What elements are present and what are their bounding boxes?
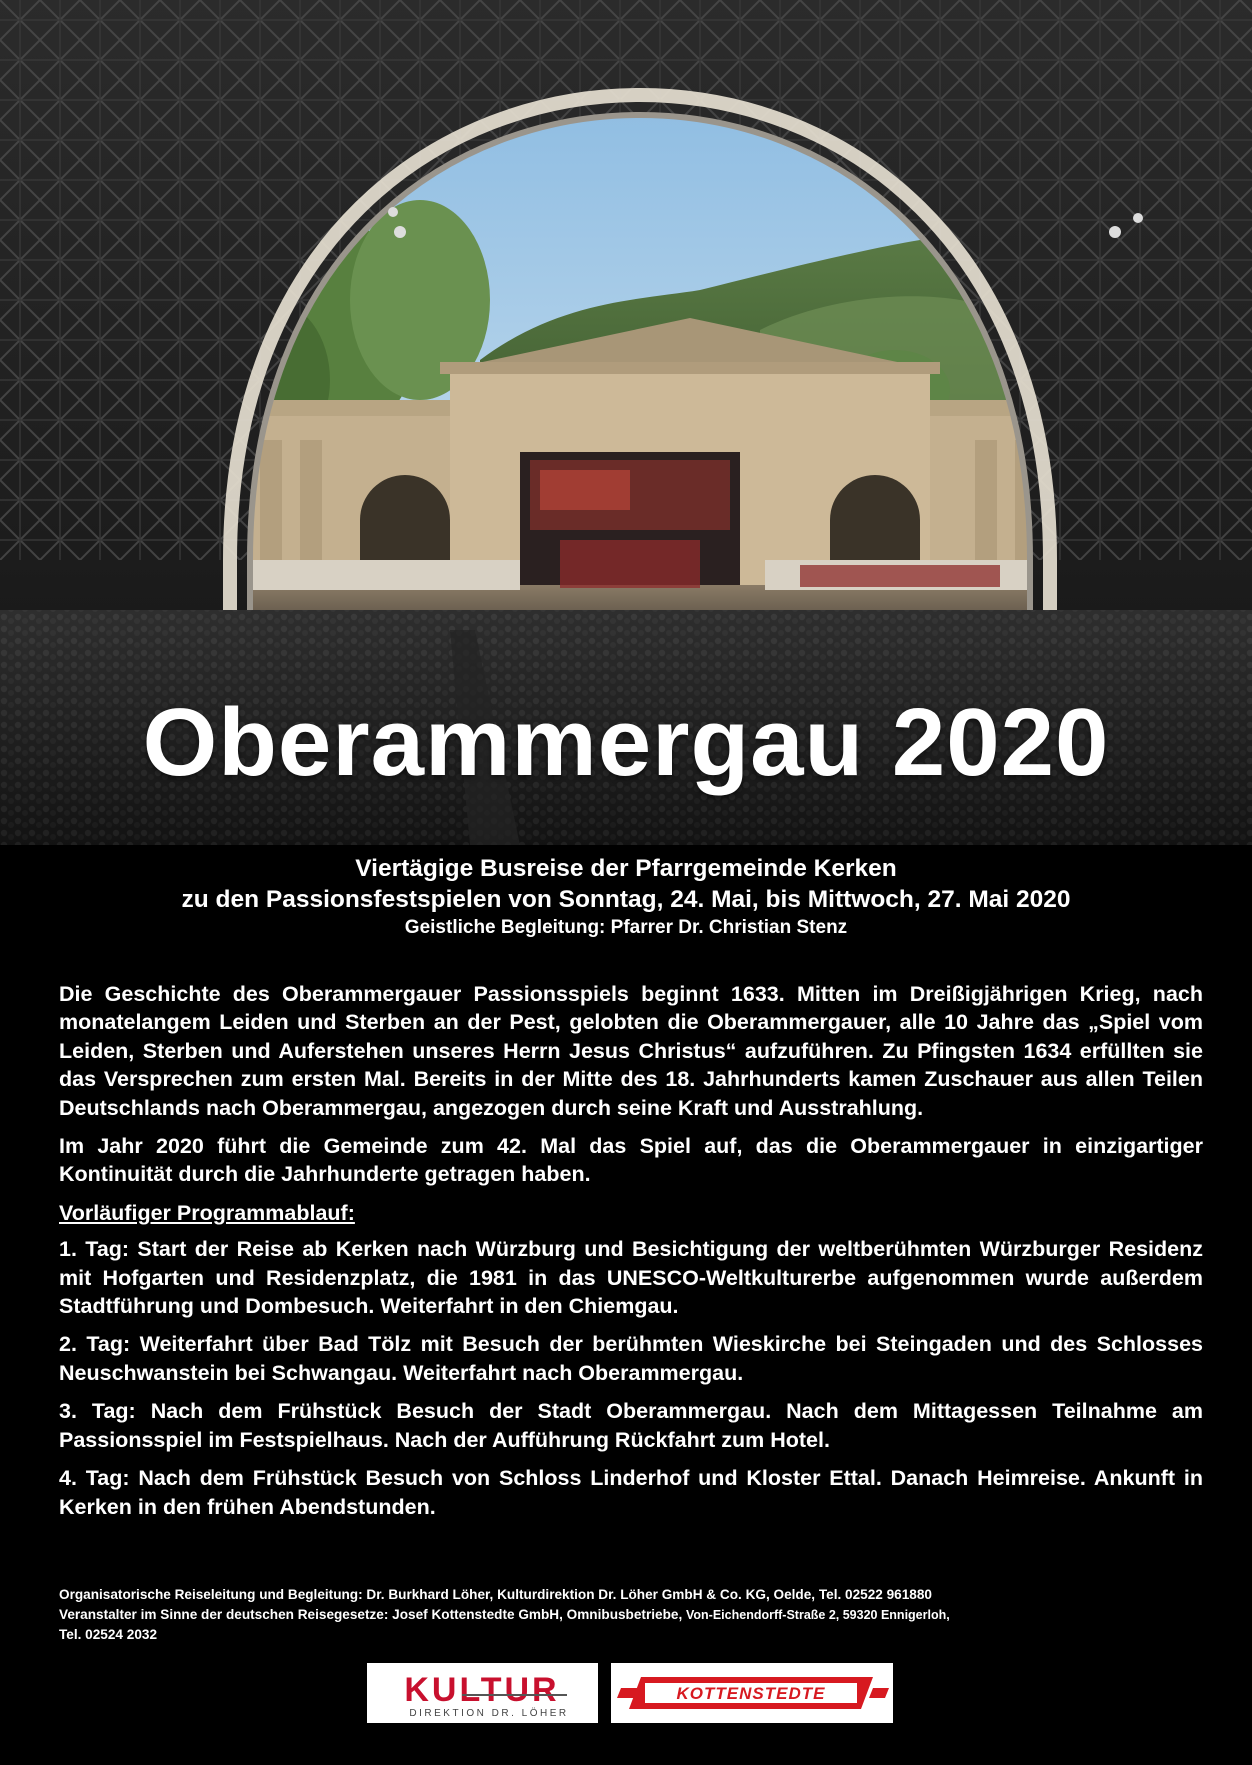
operator-name: Veranstalter im Sinne der deutschen Reisegesetze: Josef Kottenstedte GmbH, Omnibusbetriebe, — [59, 1606, 686, 1622]
body-text — [59, 980, 1203, 1531]
trip-headline: Viertägige Busreise der Pfarrgemeinde Kerken — [355, 855, 897, 882]
kottenstedte-logo-graphic — [611, 1663, 893, 1723]
spiritual-guide: Geistliche Begleitung: Pfarrer Dr. Christian Stenz — [404, 917, 848, 938]
program-day-1: 1. Tag: Start der Reise ab Kerken nach Würzburg und Besichtigung der weltberühmten Würzburger Residenz mit Hofgarten und Residenzplatz, die 1981 in das UNESCO-Weltkulturerbe aufgenommen wurde außerdem Stadtführung und Dombesuch. Weiterfahrt in den Chiemgau. — [59, 1237, 1203, 1319]
operator-line — [59, 1605, 1209, 1626]
operator-phone: Tel. 02524 2032 — [59, 1627, 158, 1642]
organizer-line: Organisatorische Reiseleitung und Begleitung: Dr. Burkhard Löher, Kulturdirektion Dr. Löher GmbH & Co. KG, Oelde, Tel. 02522 961880 — [59, 1587, 932, 1602]
anniversary-paragraph: Im Jahr 2020 führt die Gemeinde zum 42. Mal das Spiel auf, das die Oberammergauer in einzigartiger Kontinuität durch die Jahrhunderte getragen haben. — [59, 1134, 1203, 1187]
kultur-logo-word: KULTUR — [404, 1671, 560, 1709]
program-day-3: 3. Tag: Nach dem Frühstück Besuch der Stadt Oberammergau. Nach dem Mittagessen Teilnahme am Passionsspiel im Festspielhaus. Nach der Aufführung Rückfahrt zum Hotel. — [59, 1399, 1203, 1452]
hero-photo — [0, 0, 1252, 845]
trip-dates: zu den Passionsfestspielen von Sonntag, 24. Mai, bis Mittwoch, 27. Mai 2020 — [181, 886, 1071, 913]
program-day-2: 2. Tag: Weiterfahrt über Bad Tölz mit Besuch der berühmten Wieskirche bei Steingaden und des Schlosses Neuschwanstein bei Schwangau. Weiterfahrt nach Oberammergau. — [59, 1332, 1203, 1385]
kultur-logo-subtitle: DIREKTION DR. LÖHER — [409, 1708, 569, 1719]
program-day-4: 4. Tag: Nach dem Frühstück Besuch von Schloss Linderhof und Kloster Ettal. Danach Heimreise. Ankunft in Kerken in den frühen Abendstunden. — [59, 1466, 1203, 1519]
intro-block — [0, 853, 1252, 941]
kottenstedte-logo-word: KOTTENSTEDTE — [676, 1684, 826, 1703]
kultur-logo-graphic — [367, 1663, 598, 1723]
poster-title: Oberammergau 2020 — [142, 689, 1110, 796]
kultur-logo — [367, 1663, 598, 1723]
program-heading: Vorläufiger Programmablauf: — [59, 1200, 355, 1225]
organizer-info — [59, 1585, 1209, 1645]
operator-address: Von-Eichendorff-Straße 2, 59320 Ennigerloh, — [686, 1607, 950, 1622]
history-paragraph: Die Geschichte des Oberammergauer Passionsspiels beginnt 1633. Mitten im Dreißigjährigen Krieg, nach monatelangem Leiden und Sterben an der Pest, gelobten die Oberammergauer, alle 10 Jahre das „Spiel vom Leiden, Sterben und Auferstehen unseres Herrn Jesus Christus“ aufzuführen. Zu Pfingsten 1634 erfüllten sie das Versprechen zum ersten Mal. Bereits in der Mitte des 18. Jahrhunderts kamen Zuschauer aus allen Teilen Deutschlands nach Oberammergau, angezogen durch seine Kraft und Ausstrahlung. — [59, 982, 1203, 1120]
kottenstedte-logo — [611, 1663, 893, 1723]
